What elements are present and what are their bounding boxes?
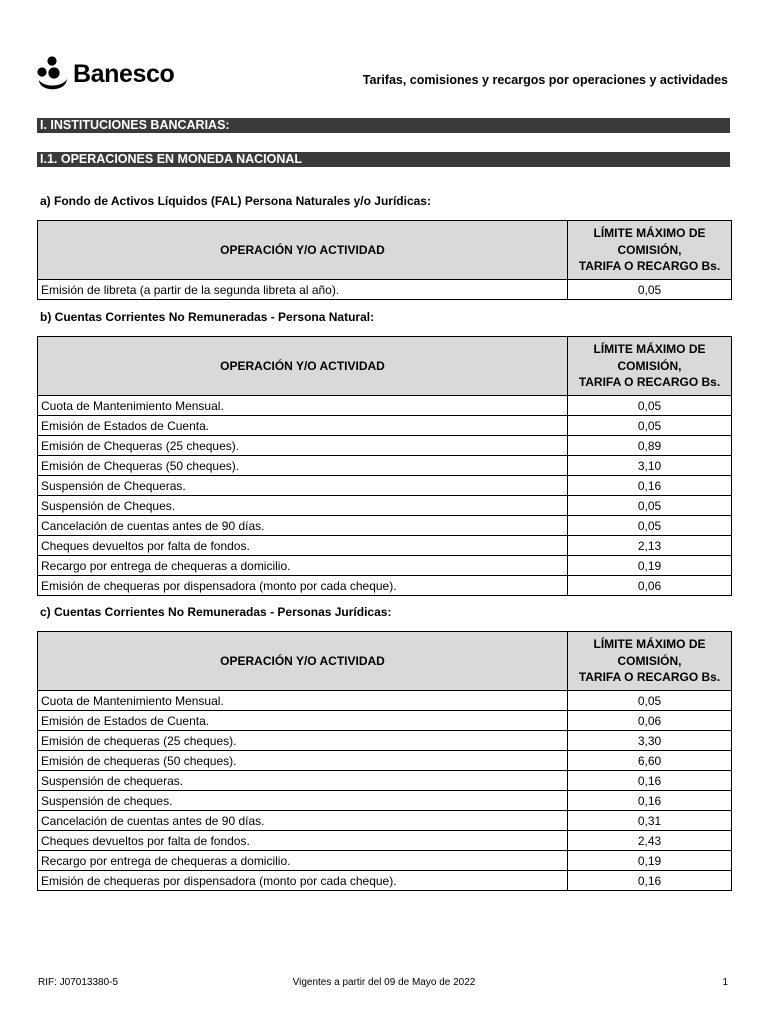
operation-cell: Emisión de chequeras (50 cheques). xyxy=(38,751,568,771)
table-header-row xyxy=(38,337,732,396)
operation-cell: Recargo por entrega de chequeras a domicilio. xyxy=(38,556,568,576)
operation-cell: Cheques devueltos por falta de fondos. xyxy=(38,831,568,851)
table-row xyxy=(38,711,732,731)
operation-cell: Emisión de Chequeras (25 cheques). xyxy=(38,436,568,456)
fee-value-cell: 3,30 xyxy=(568,731,732,751)
fee-value-cell: 0,06 xyxy=(568,711,732,731)
operation-cell: Emisión de Estados de Cuenta. xyxy=(38,711,568,731)
document-title: Tarifas, comisiones y recargos por operaciones y actividades xyxy=(362,73,728,87)
fee-value-cell: 2,13 xyxy=(568,536,732,556)
operation-cell: Emisión de chequeras (25 cheques). xyxy=(38,731,568,751)
column-header-operation: OPERACIÓN Y/O ACTIVIDAD xyxy=(38,337,568,396)
column-header-limit-line3: TARIFA O RECARGO Bs. xyxy=(578,375,721,390)
operation-cell: Suspensión de cheques. xyxy=(38,791,568,811)
operation-cell: Cuota de Mantenimiento Mensual. xyxy=(38,396,568,416)
table-row xyxy=(38,280,732,300)
fee-value-cell: 0,05 xyxy=(568,496,732,516)
operation-cell: Emisión de libreta (a partir de la segunda libreta al año). xyxy=(38,280,568,300)
column-header-limit-line2: COMISIÓN, xyxy=(617,242,682,257)
table-row xyxy=(38,731,732,751)
logo-wordmark: Banesco xyxy=(73,59,175,88)
banesco-logo xyxy=(36,56,174,92)
column-header-limit-line3: TARIFA O RECARGO Bs. xyxy=(578,259,721,274)
fee-value-cell: 2,43 xyxy=(568,831,732,851)
column-header-limit-line2: COMISIÓN, xyxy=(617,653,682,668)
page-number: 1 xyxy=(722,977,728,988)
table-c-title: c) Cuentas Corrientes No Remuneradas - Personas Jurídicas: xyxy=(40,605,392,619)
fee-value-cell: 0,31 xyxy=(568,811,732,831)
table-header-row xyxy=(38,632,732,691)
fee-value-cell: 3,10 xyxy=(568,456,732,476)
table-row xyxy=(38,791,732,811)
fee-value-cell: 0,05 xyxy=(568,396,732,416)
fee-value-cell: 0,06 xyxy=(568,576,732,596)
operation-cell: Emisión de chequeras por dispensadora (monto por cada cheque). xyxy=(38,871,568,891)
fee-table-b xyxy=(37,336,732,596)
operation-cell: Cancelación de cuentas antes de 90 días. xyxy=(38,516,568,536)
footer-validity: Vigentes a partir del 09 de Mayo de 2022 xyxy=(292,977,476,988)
table-a-title: a) Fondo de Activos Líquidos (FAL) Persona Naturales y/o Jurídicas: xyxy=(40,194,431,208)
fee-value-cell: 6,60 xyxy=(568,751,732,771)
table-row xyxy=(38,476,732,496)
fee-value-cell: 0,16 xyxy=(568,871,732,891)
column-header-limit-line1: LÍMITE MÁXIMO DE xyxy=(593,226,706,241)
fee-value-cell: 0,16 xyxy=(568,771,732,791)
operation-cell: Suspensión de Cheques. xyxy=(38,496,568,516)
table-row xyxy=(38,396,732,416)
banesco-logo-icon xyxy=(36,56,70,92)
table-row xyxy=(38,691,732,711)
table-row xyxy=(38,456,732,476)
table-row xyxy=(38,871,732,891)
operation-cell: Cuota de Mantenimiento Mensual. xyxy=(38,691,568,711)
operation-cell: Emisión de chequeras por dispensadora (monto por cada cheque). xyxy=(38,576,568,596)
column-header-limit-line3: TARIFA O RECARGO Bs. xyxy=(578,670,721,685)
operation-cell: Emisión de Estados de Cuenta. xyxy=(38,416,568,436)
column-header-limit xyxy=(568,221,732,280)
table-row xyxy=(38,771,732,791)
subsection-title-bar: I.1. OPERACIONES EN MONEDA NACIONAL xyxy=(37,152,730,167)
footer-rif: RIF: J07013380-5 xyxy=(38,977,119,988)
column-header-operation: OPERACIÓN Y/O ACTIVIDAD xyxy=(38,221,568,280)
fee-value-cell: 0,19 xyxy=(568,851,732,871)
table-row xyxy=(38,496,732,516)
fee-value-cell: 0,19 xyxy=(568,556,732,576)
fee-table-c xyxy=(37,631,732,891)
table-row xyxy=(38,516,732,536)
table-row xyxy=(38,751,732,771)
fee-value-cell: 0,05 xyxy=(568,516,732,536)
fee-value-cell: 0,16 xyxy=(568,476,732,496)
column-header-limit-line1: LÍMITE MÁXIMO DE xyxy=(593,637,706,652)
table-b-title: b) Cuentas Corrientes No Remuneradas - Persona Natural: xyxy=(40,310,375,324)
table-row xyxy=(38,576,732,596)
table-row xyxy=(38,536,732,556)
column-header-limit-line2: COMISIÓN, xyxy=(617,358,682,373)
column-header-limit xyxy=(568,337,732,396)
operation-cell: Suspensión de Chequeras. xyxy=(38,476,568,496)
fee-value-cell: 0,16 xyxy=(568,791,732,811)
column-header-limit xyxy=(568,632,732,691)
section-title-bar: I. INSTITUCIONES BANCARIAS: xyxy=(37,118,730,133)
fee-value-cell: 0,05 xyxy=(568,416,732,436)
fee-value-cell: 0,89 xyxy=(568,436,732,456)
operation-cell: Emisión de Chequeras (50 cheques). xyxy=(38,456,568,476)
fee-value-cell: 0,05 xyxy=(568,280,732,300)
table-row xyxy=(38,851,732,871)
operation-cell: Cancelación de cuentas antes de 90 días. xyxy=(38,811,568,831)
operation-cell: Suspensión de chequeras. xyxy=(38,771,568,791)
table-row xyxy=(38,436,732,456)
operation-cell: Recargo por entrega de chequeras a domicilio. xyxy=(38,851,568,871)
fee-value-cell: 0,05 xyxy=(568,691,732,711)
operation-cell: Cheques devueltos por falta de fondos. xyxy=(38,536,568,556)
fee-table-a xyxy=(37,220,732,300)
table-row xyxy=(38,556,732,576)
table-row xyxy=(38,831,732,851)
table-row xyxy=(38,811,732,831)
column-header-limit-line1: LÍMITE MÁXIMO DE xyxy=(593,342,706,357)
table-row xyxy=(38,416,732,436)
table-header-row xyxy=(38,221,732,280)
column-header-operation: OPERACIÓN Y/O ACTIVIDAD xyxy=(38,632,568,691)
